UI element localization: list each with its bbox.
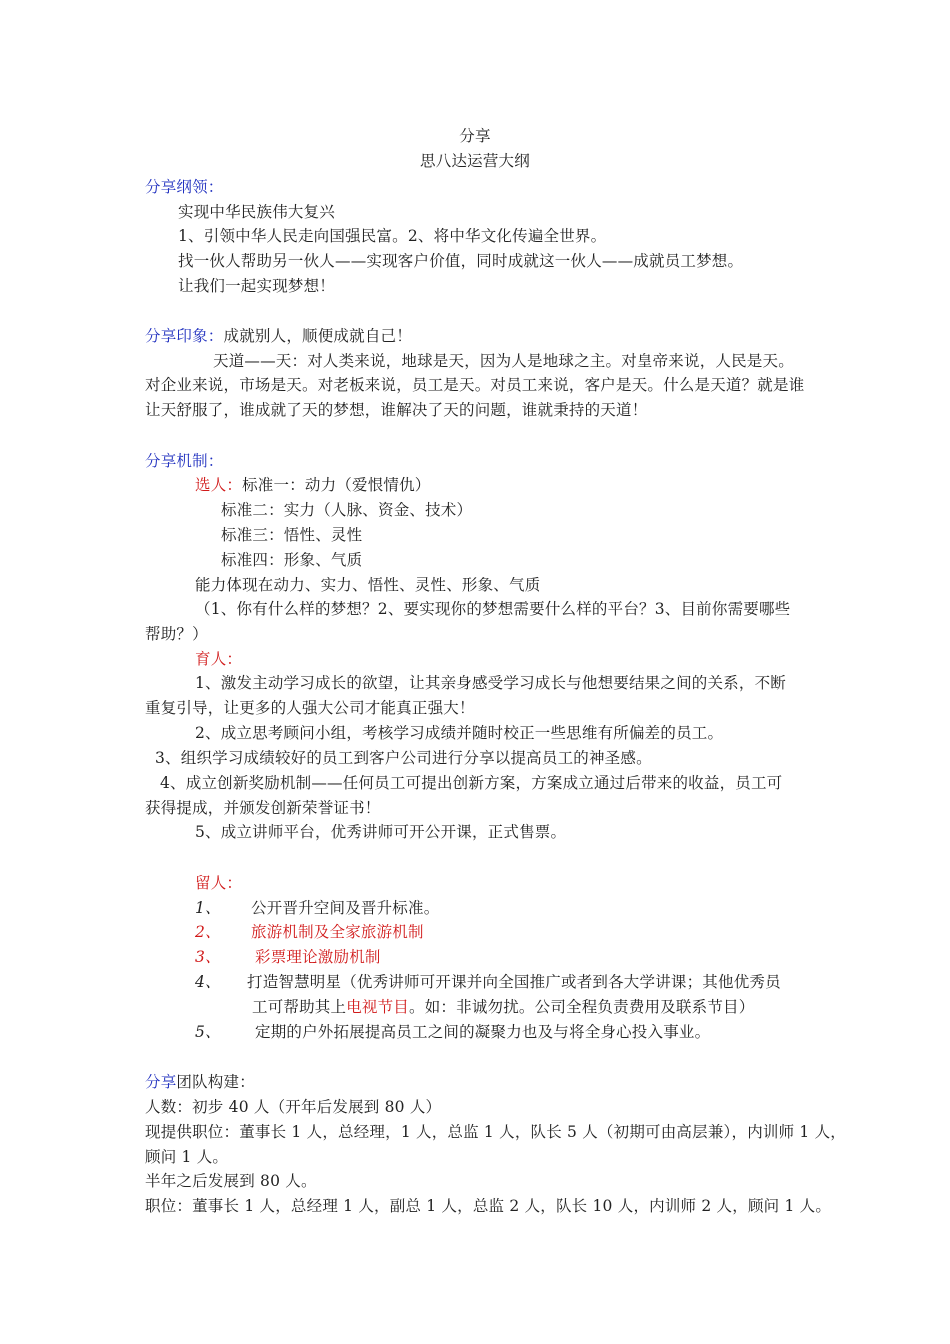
- retain-item: [195, 946, 381, 968]
- train-item: 2、成立思考顾问小组，考核学习成绩并随时校正一些思维有所偏差的员工。: [195, 724, 724, 742]
- team-line: 现提供职位：董事长 1 人，总经理，1 人，总监 1 人，队长 5 人（初期可由高层兼），内训师 1 人，: [145, 1123, 847, 1141]
- item-number: 2、: [195, 923, 221, 941]
- train-item: 获得提成，并颁发创新荣誉证书！: [145, 799, 381, 817]
- item-number: 3、: [195, 948, 221, 966]
- retain-item: [195, 971, 781, 993]
- guideline-line: [178, 225, 606, 247]
- select-label: 选人：: [195, 476, 243, 494]
- train-item: 5、成立讲师平台，优秀讲师可开公开课，正式售票。: [195, 823, 567, 841]
- train-label: 育人：: [195, 650, 243, 668]
- team-line: 人数：初步 40 人（开年后发展到 80 人）: [145, 1098, 442, 1116]
- item-number: 1、: [195, 899, 221, 917]
- doc-title: 分享: [459, 127, 491, 145]
- guideline-item: 1、引领中华人民走向国强民富。: [178, 227, 408, 245]
- guideline-item: 2、将中华文化传遍全世界。: [407, 227, 607, 245]
- criterion: 标准一：动力（爱恨情仇）: [242, 476, 431, 494]
- train-item: 重复引导，让更多的人强大公司才能真正强大！: [145, 699, 475, 717]
- retain-text: 彩票理论激励机制: [255, 948, 381, 966]
- paragraph-line: 天道——天：对人类来说，地球是天，因为人是地球之主。对皇帝来说，人民是天。: [213, 352, 794, 370]
- retain-item: [195, 897, 439, 919]
- criterion: 标准二：实力（人脉、资金、技术）: [221, 501, 473, 519]
- guideline-line: 实现中华民族伟大复兴: [178, 203, 336, 221]
- item-number: 4、: [195, 973, 221, 991]
- question-line: 帮助？）: [145, 625, 208, 643]
- team-line: 半年之后发展到 80 人。: [145, 1172, 317, 1190]
- paragraph-line: 对企业来说，市场是天。对老板来说，员工是天。对员工来说，客户是天。什么是天道？就是谁: [145, 376, 805, 394]
- impression-text: 成就别人，顺便成就自己！: [223, 327, 412, 345]
- paragraph-line: 让天舒服了，谁成就了天的梦想，谁解决了天的问题，谁就秉持的天道！: [145, 401, 648, 419]
- retain-item: [195, 921, 424, 943]
- retain-text: 打造智慧明星（优秀讲师可开课并向全国推广或者到各大学讲课；其他优秀员: [247, 973, 781, 991]
- impression-heading-line: [145, 325, 412, 347]
- retain-text: 公开晋升空间及晋升标准。: [251, 899, 440, 917]
- team-line: 职位：董事长 1 人，总经理 1 人，副总 1 人，总监 2 人，队长 10 人，内训师 2 人，顾问 1 人。: [145, 1197, 832, 1215]
- guideline-line: 让我们一起实现梦想！: [178, 277, 336, 295]
- tv-program-highlight: 电视节目: [346, 998, 410, 1016]
- team-heading-line: [145, 1071, 255, 1093]
- retain-text: 工可帮助其上: [252, 998, 347, 1016]
- criterion: 标准三：悟性、灵性: [221, 526, 363, 544]
- team-line: 顾问 1 人。: [145, 1148, 229, 1166]
- ability-line: 能力体现在动力、实力、悟性、灵性、形象、气质: [195, 576, 541, 594]
- retain-text: 定期的户外拓展提高员工之间的凝聚力也及与将全身心投入事业。: [255, 1023, 711, 1041]
- select-criteria-line: [195, 474, 431, 496]
- retain-item-continued: [252, 996, 754, 1018]
- item-number: 5、: [195, 1023, 221, 1041]
- section-heading-guideline: 分享纲领：: [145, 178, 224, 196]
- guideline-line: 找一伙人帮助另一伙人——实现客户价值，同时成就这一伙人——成就员工梦想。: [178, 252, 744, 270]
- train-item: 3、组织学习成绩较好的员工到客户公司进行分享以提高员工的神圣感。: [155, 749, 652, 767]
- retain-text: 。如：非诚勿扰。公司全程负责费用及联系节目）: [409, 998, 755, 1016]
- train-item: 1、激发主动学习成长的欲望，让其亲身感受学习成长与他想要结果之间的关系，不断: [195, 674, 786, 692]
- doc-subtitle: 思八达运营大纲: [420, 152, 530, 170]
- retain-text: 旅游机制及全家旅游机制: [251, 923, 424, 941]
- section-heading-impression: 分享印象：: [145, 327, 224, 345]
- retain-label: 留人：: [195, 874, 243, 892]
- section-heading-team: 分享: [145, 1073, 177, 1091]
- question-line: （1、你有什么样的梦想？2、要实现你的梦想需要什么样的平台？3、目前你需要哪些: [195, 600, 791, 618]
- train-item: 4、成立创新奖励机制——任何员工可提出创新方案，方案成立通过后带来的收益，员工可: [160, 774, 783, 792]
- retain-item: [195, 1021, 710, 1043]
- section-heading-mechanism: 分享机制：: [145, 452, 224, 470]
- section-heading-team-rest: 团队构建：: [176, 1073, 255, 1091]
- criterion: 标准四：形象、气质: [221, 551, 363, 569]
